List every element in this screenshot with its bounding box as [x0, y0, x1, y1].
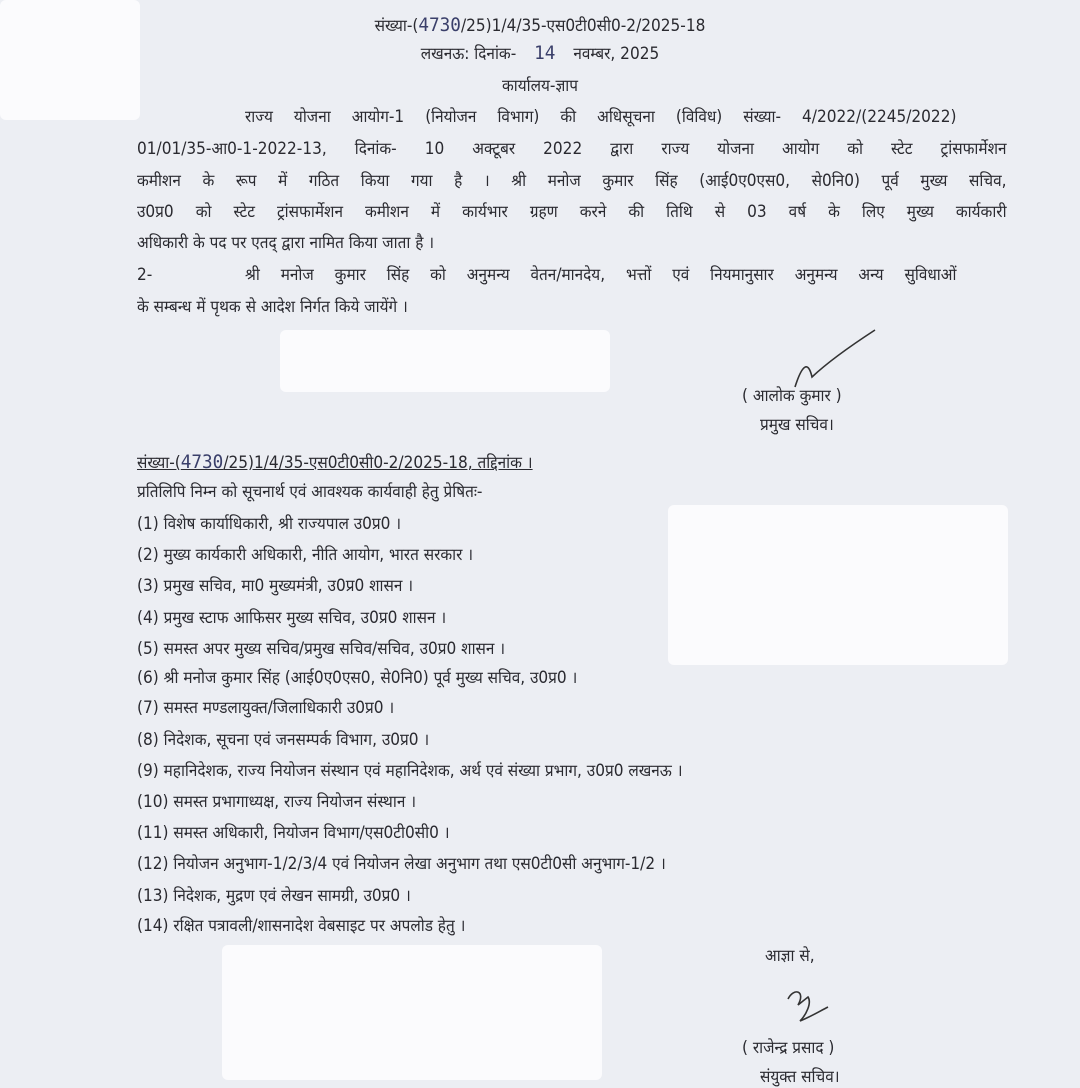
- by-order: आज्ञा से,: [765, 946, 815, 965]
- document-title: कार्यालय-ज्ञाप: [501, 76, 578, 95]
- reference-number: [261, 14, 819, 37]
- copy-list-item: (6) श्री मनोज कुमार सिंह (आई0ए0एस0, से0नि0) पूर्व मुख्य सचिव, उ0प्र0 ।: [137, 668, 578, 687]
- para1-line: 01/01/35-आ0-1-2022-13, दिनांक- 10 अक्टूबर 2022 द्वारा राज्य योजना आयोग को स्टेट ट्रांसफार्मेशन: [137, 139, 1007, 158]
- copy-list-item: (11) समस्त अधिकारी, नियोजन विभाग/एस0टी0सी0 ।: [137, 823, 450, 842]
- signature-2: [780, 985, 840, 1035]
- copy-list-item: (10) समस्त प्रभागाध्यक्ष, राज्य नियोजन संस्थान ।: [137, 792, 417, 811]
- signatory-2-designation: संयुक्त सचिव।: [760, 1067, 840, 1086]
- date-prefix: लखनऊ: दिनांक-: [420, 44, 517, 63]
- copy-list-item: (12) नियोजन अनुभाग-1/2/3/4 एवं नियोजन लेखा अनुभाग तथा एस0टी0सी अनुभाग-1/2 ।: [137, 854, 666, 873]
- copy-ref-suffix: /25)1/4/35-एस0टी0सी0-2/2025-18, तद्दिनांक ।: [223, 453, 533, 472]
- signatory-1-designation: प्रमुख सचिव।: [760, 415, 834, 434]
- signatory-2-name: ( राजेन्द्र प्रसाद ): [742, 1038, 835, 1057]
- copy-reference: [137, 451, 533, 474]
- date-suffix: नवम्बर, 2025: [573, 44, 660, 63]
- date-line: [261, 42, 819, 65]
- para1-line: राज्य योजना आयोग-1 (नियोजन विभाग) की अधिसूचना (विविध) संख्या- 4/2022/(2245/2022): [245, 107, 957, 126]
- ref-suffix: /25)1/4/35-एस0टी0सी0-2/2025-18: [460, 16, 706, 35]
- handwritten-number: 4730: [180, 451, 224, 473]
- copy-list-item: (9) महानिदेशक, राज्य नियोजन संस्थान एवं महानिदेशक, अर्थ एवं संख्या प्रभाग, उ0प्र0 लखनऊ ।: [137, 761, 683, 780]
- copy-list-item: (14) रक्षित पत्रावली/शासनादेश वेबसाइट पर अपलोड हेतु ।: [137, 916, 466, 935]
- copy-intro: प्रतिलिपि निम्न को सूचनार्थ एवं आवश्यक कार्यवाही हेतु प्रेषितः-: [137, 482, 483, 501]
- copy-list-item: (1) विशेष कार्याधिकारी, श्री राज्यपाल उ0प्र0 ।: [137, 514, 402, 533]
- redaction-patch: [280, 330, 610, 392]
- para1-line: अधिकारी के पद पर एतद् द्वारा नामित किया जाता है ।: [137, 233, 435, 252]
- para1-line: कमीशन के रूप में गठित किया गया है । श्री मनोज कुमार सिंह (आई0ए0एस0, से0नि0) पूर्व मुख्य सचिव,: [137, 171, 1007, 190]
- copy-list-item: (2) मुख्य कार्यकारी अधिकारी, नीति आयोग, भारत सरकार ।: [137, 545, 474, 564]
- copy-list-item: (4) प्रमुख स्टाफ आफिसर मुख्य सचिव, उ0प्र0 शासन ।: [137, 608, 447, 627]
- copy-ref-prefix: संख्या-(: [137, 453, 181, 472]
- handwritten-number: 4730: [418, 14, 461, 36]
- copy-list-item: (8) निदेशक, सूचना एवं जनसम्पर्क विभाग, उ0प्र0 ।: [137, 730, 430, 749]
- ref-prefix: संख्या-(: [374, 16, 419, 35]
- copy-list-item: (3) प्रमुख सचिव, मा0 मुख्यमंत्री, उ0प्र0 शासन ।: [137, 576, 414, 595]
- copy-list-item: (7) समस्त मण्डलायुक्त/जिलाधिकारी उ0प्र0 ।: [137, 698, 395, 717]
- para2-number: 2-: [137, 265, 153, 284]
- para1-line: उ0प्र0 को स्टेट ट्रांसफार्मेशन कमीशन में कार्यभार ग्रहण करने की तिथि से 03 वर्ष के लिए मुख्य कार्यकारी: [137, 202, 1007, 221]
- para2-line: के सम्बन्ध में पृथक से आदेश निर्गत किये जायेंगे ।: [137, 297, 408, 316]
- redaction-patch: [668, 505, 1008, 665]
- handwritten-date: 14: [534, 42, 556, 64]
- signatory-1-name: ( आलोक कुमार ): [742, 386, 842, 405]
- copy-list-item: (5) समस्त अपर मुख्य सचिव/प्रमुख सचिव/सचिव, उ0प्र0 शासन ।: [137, 639, 506, 658]
- redaction-patch: [0, 0, 140, 120]
- para2-line: श्री मनोज कुमार सिंह को अनुमन्य वेतन/मानदेय, भत्तों एवं नियमानुसार अनुमन्य अन्य सुविधाओं: [245, 265, 957, 284]
- copy-list-item: (13) निदेशक, मुद्रण एवं लेखन सामग्री, उ0प्र0 ।: [137, 886, 411, 905]
- redaction-patch: [222, 945, 602, 1080]
